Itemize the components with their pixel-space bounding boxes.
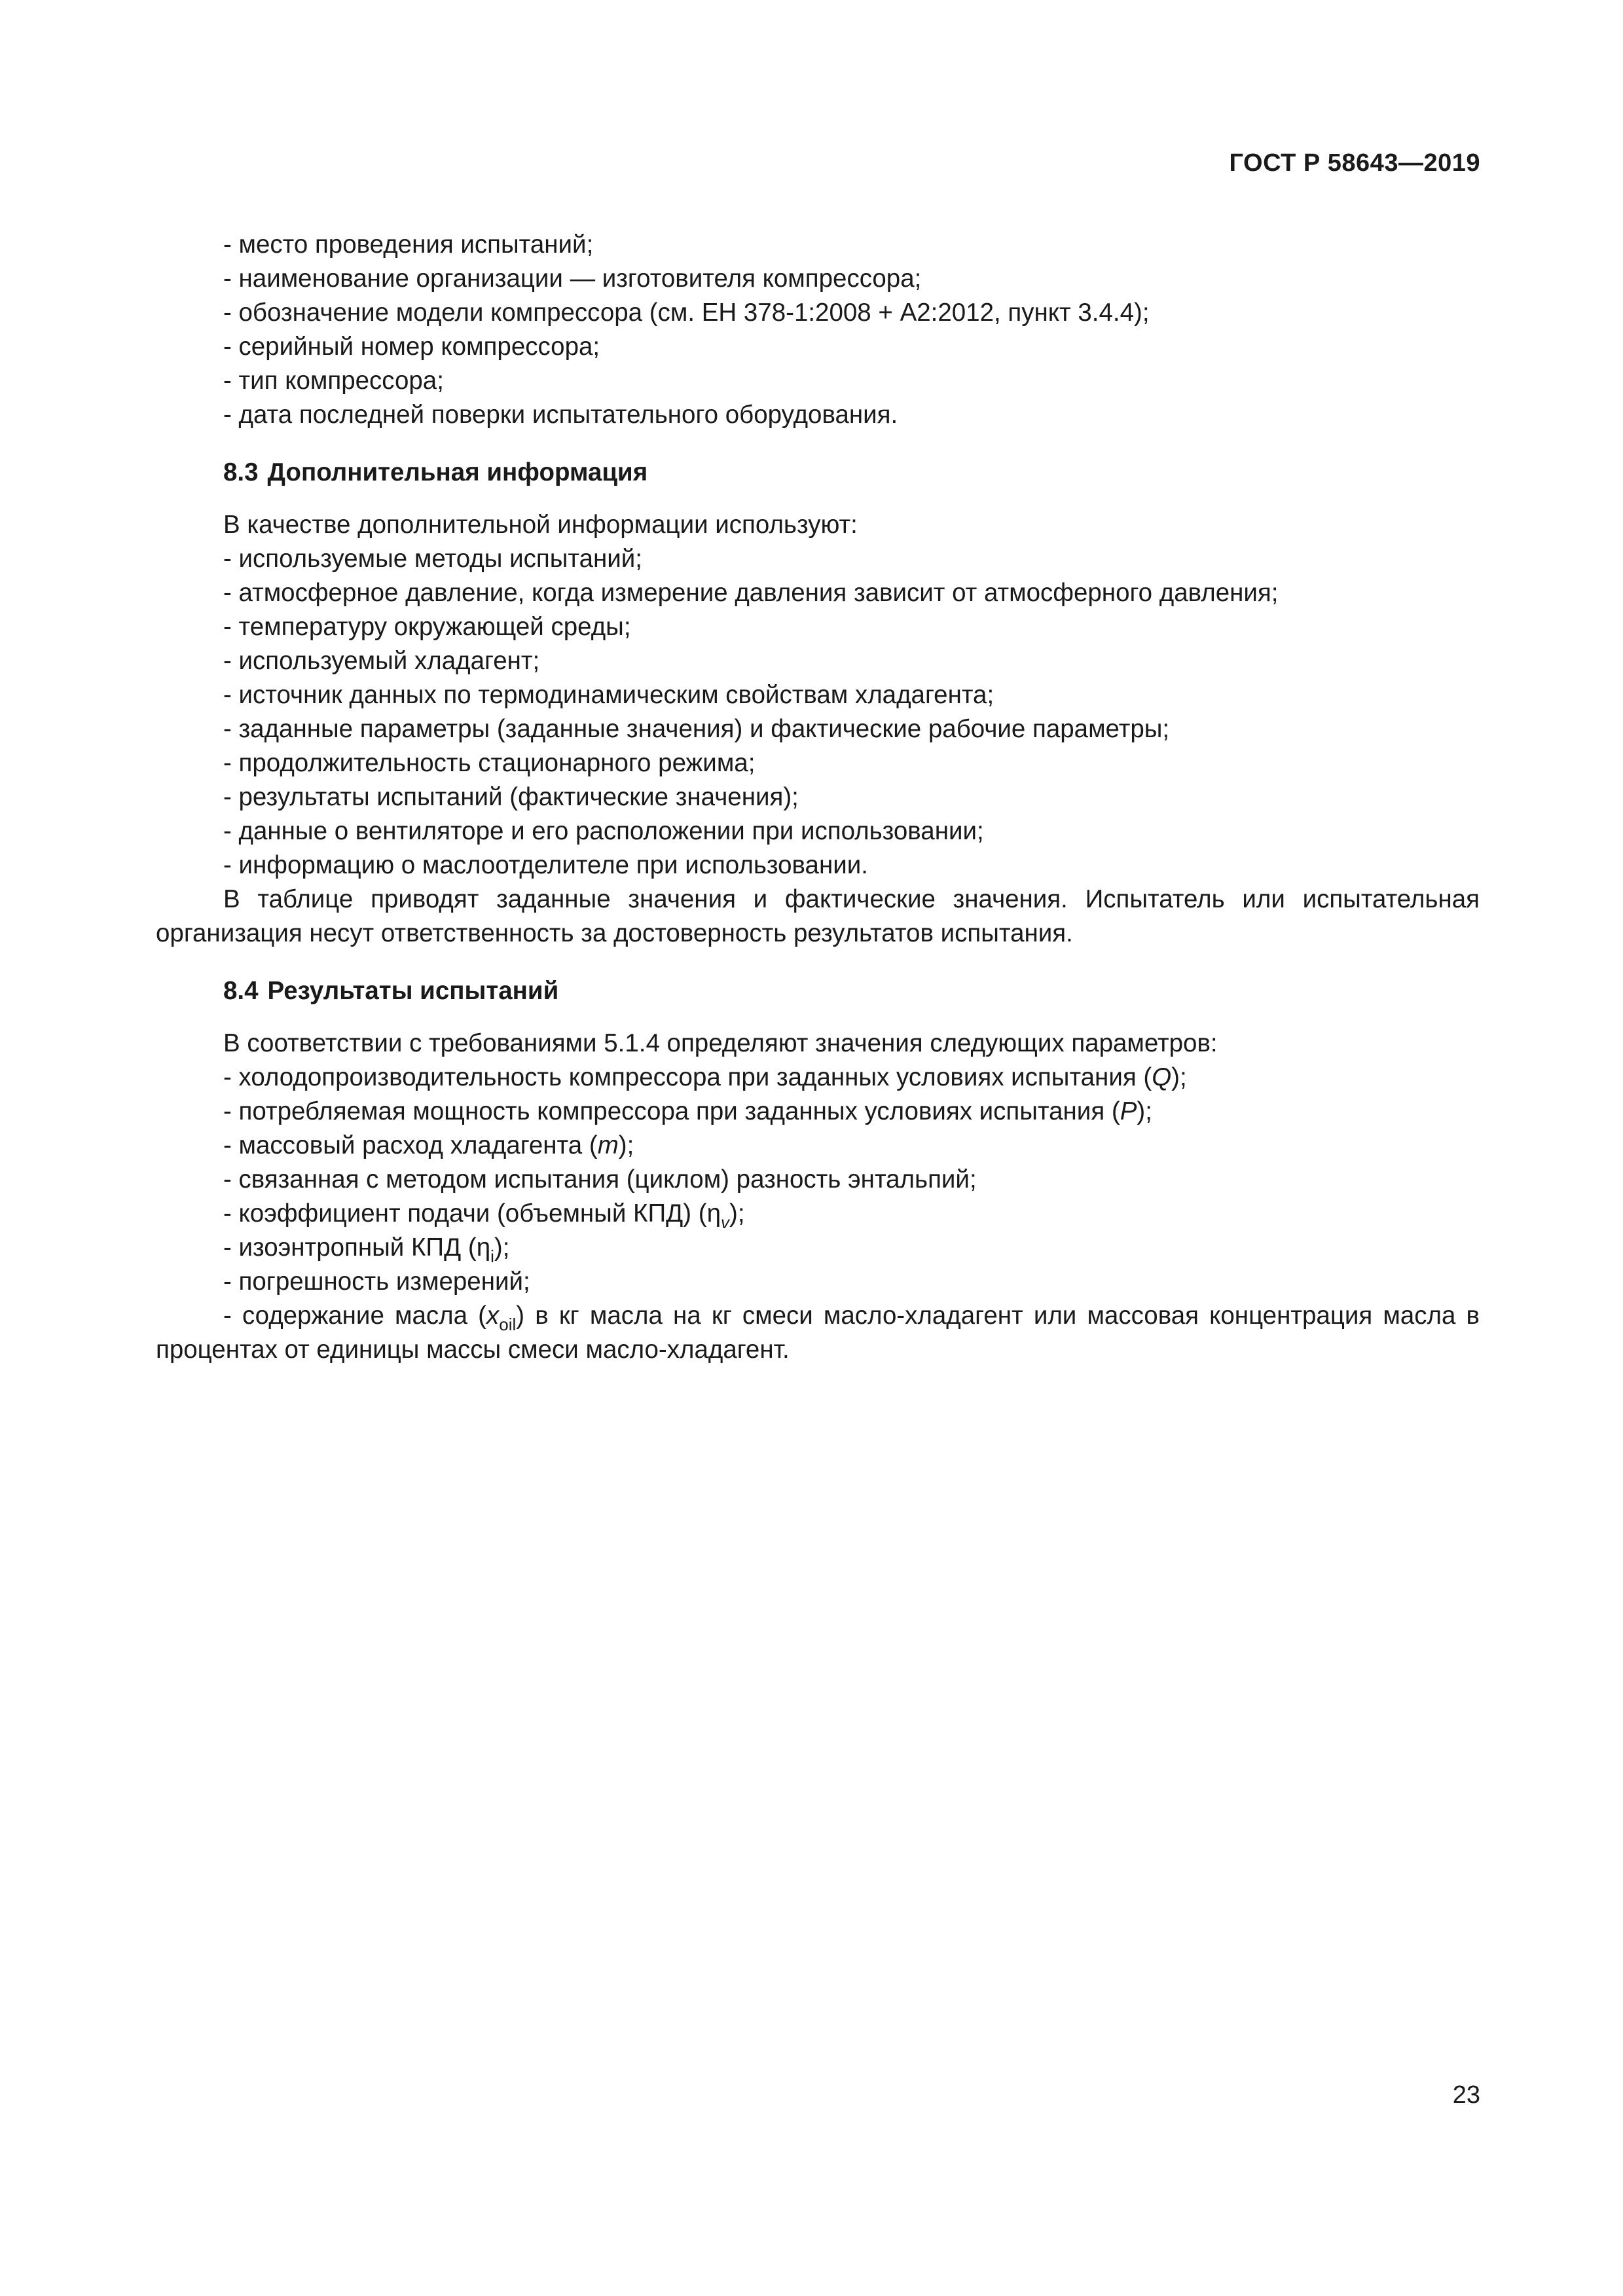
list-item <box>156 1197 1480 1231</box>
symbol: x <box>486 1302 500 1330</box>
list-item: - место проведения испытаний; <box>223 230 594 259</box>
list-top <box>156 228 1480 432</box>
list-item: - дата последней поверки испытательного оборудования. <box>223 401 898 429</box>
list-item <box>156 1163 1480 1197</box>
item-text: - изоэнтропный КПД ( <box>223 1233 477 1262</box>
item-text-after: ); <box>494 1233 510 1262</box>
item-text: - содержание масла ( <box>223 1302 486 1330</box>
list-item: - температуру окружающей среды; <box>223 613 631 641</box>
item-text-after: ); <box>1137 1097 1152 1125</box>
item-text: - связанная с методом испытания (циклом) разность энтальпий; <box>223 1165 977 1194</box>
list-item: - тип компрессора; <box>223 367 444 395</box>
item-text-after: ); <box>618 1131 634 1159</box>
page-content <box>156 228 1480 1367</box>
symbol-subscript: oil <box>499 1315 517 1334</box>
section-title: Результаты испытаний <box>267 977 559 1005</box>
document-code: ГОСТ Р 58643—2019 <box>1229 149 1480 177</box>
item-text: - массовый расход хладагента ( <box>223 1131 598 1159</box>
section-heading-8-3 <box>156 456 1480 490</box>
list-item <box>156 1061 1480 1095</box>
section-8-3-list <box>156 542 1480 883</box>
symbol: η <box>706 1199 721 1228</box>
list-item <box>156 1231 1480 1265</box>
section-8-4-list <box>156 1061 1480 1367</box>
section-intro: В качестве дополнительной информации используют: <box>223 511 858 539</box>
list-item: - результаты испытаний (фактические значения); <box>223 783 799 811</box>
section-intro: В соответствии с требованиями 5.1.4 определяют значения следующих параметров: <box>223 1029 1218 1057</box>
symbol: Q <box>1152 1063 1172 1091</box>
list-item: - наименование организации — изготовителя компрессора; <box>223 264 922 293</box>
list-item: - серийный номер компрессора; <box>223 333 600 361</box>
page-number: 23 <box>1452 2081 1480 2109</box>
list-item: - используемые методы испытаний; <box>223 545 642 573</box>
list-item: - атмосферное давление, когда измерение давления зависит от атмосферного давления; <box>223 579 1279 607</box>
list-item: - источник данных по термодинамическим свойствам хладагента; <box>223 681 994 709</box>
section-heading-8-4 <box>156 974 1480 1008</box>
symbol-subscript: i <box>490 1247 494 1266</box>
list-item: - информацию о маслоотделителе при использовании. <box>223 851 868 879</box>
item-text: - потребляемая мощность компрессора при заданных условиях испытания ( <box>223 1097 1120 1125</box>
item-text: - холодопроизводительность компрессора при заданных условиях испытания ( <box>223 1063 1152 1091</box>
item-text-after: ); <box>729 1199 745 1228</box>
list-item <box>156 1265 1480 1299</box>
list-item <box>156 1129 1480 1163</box>
list-item <box>156 1095 1480 1129</box>
item-text: - коэффициент подачи (объемный КПД) ( <box>223 1199 707 1228</box>
section-number: 8.3 <box>223 458 259 486</box>
list-item <box>156 1299 1480 1367</box>
item-text-after: ) в кг масла на кг смеси масло-хладагент или массовая концентрация масла в процентах от единицы массы смеси масло-хладагент. <box>156 1302 1480 1364</box>
symbol-subscript: v <box>721 1212 729 1232</box>
section-number: 8.4 <box>223 977 259 1005</box>
item-text-after: ); <box>1171 1063 1187 1091</box>
section-title: Дополнительная информация <box>267 458 648 486</box>
list-item: - обозначение модели компрессора (см. ЕН 378-1:2008 + А2:2012, пункт 3.4.4); <box>223 299 1150 327</box>
symbol: P <box>1120 1097 1137 1125</box>
list-item: - заданные параметры (заданные значения) и фактические рабочие параметры; <box>223 715 1170 743</box>
symbol: η <box>476 1233 491 1262</box>
list-item: - используемый хладагент; <box>223 647 540 675</box>
section-closing-paragraph: В таблице приводят заданные значения и фактические значения. Испытатель или испытательная организация несут ответственность за достоверность результатов испытания. <box>156 885 1480 947</box>
symbol: m <box>597 1131 619 1159</box>
list-item: - данные о вентиляторе и его расположении при использовании; <box>223 817 984 845</box>
list-item: - продолжительность стационарного режима; <box>223 749 756 777</box>
item-text: - погрешность измерений; <box>223 1267 530 1296</box>
